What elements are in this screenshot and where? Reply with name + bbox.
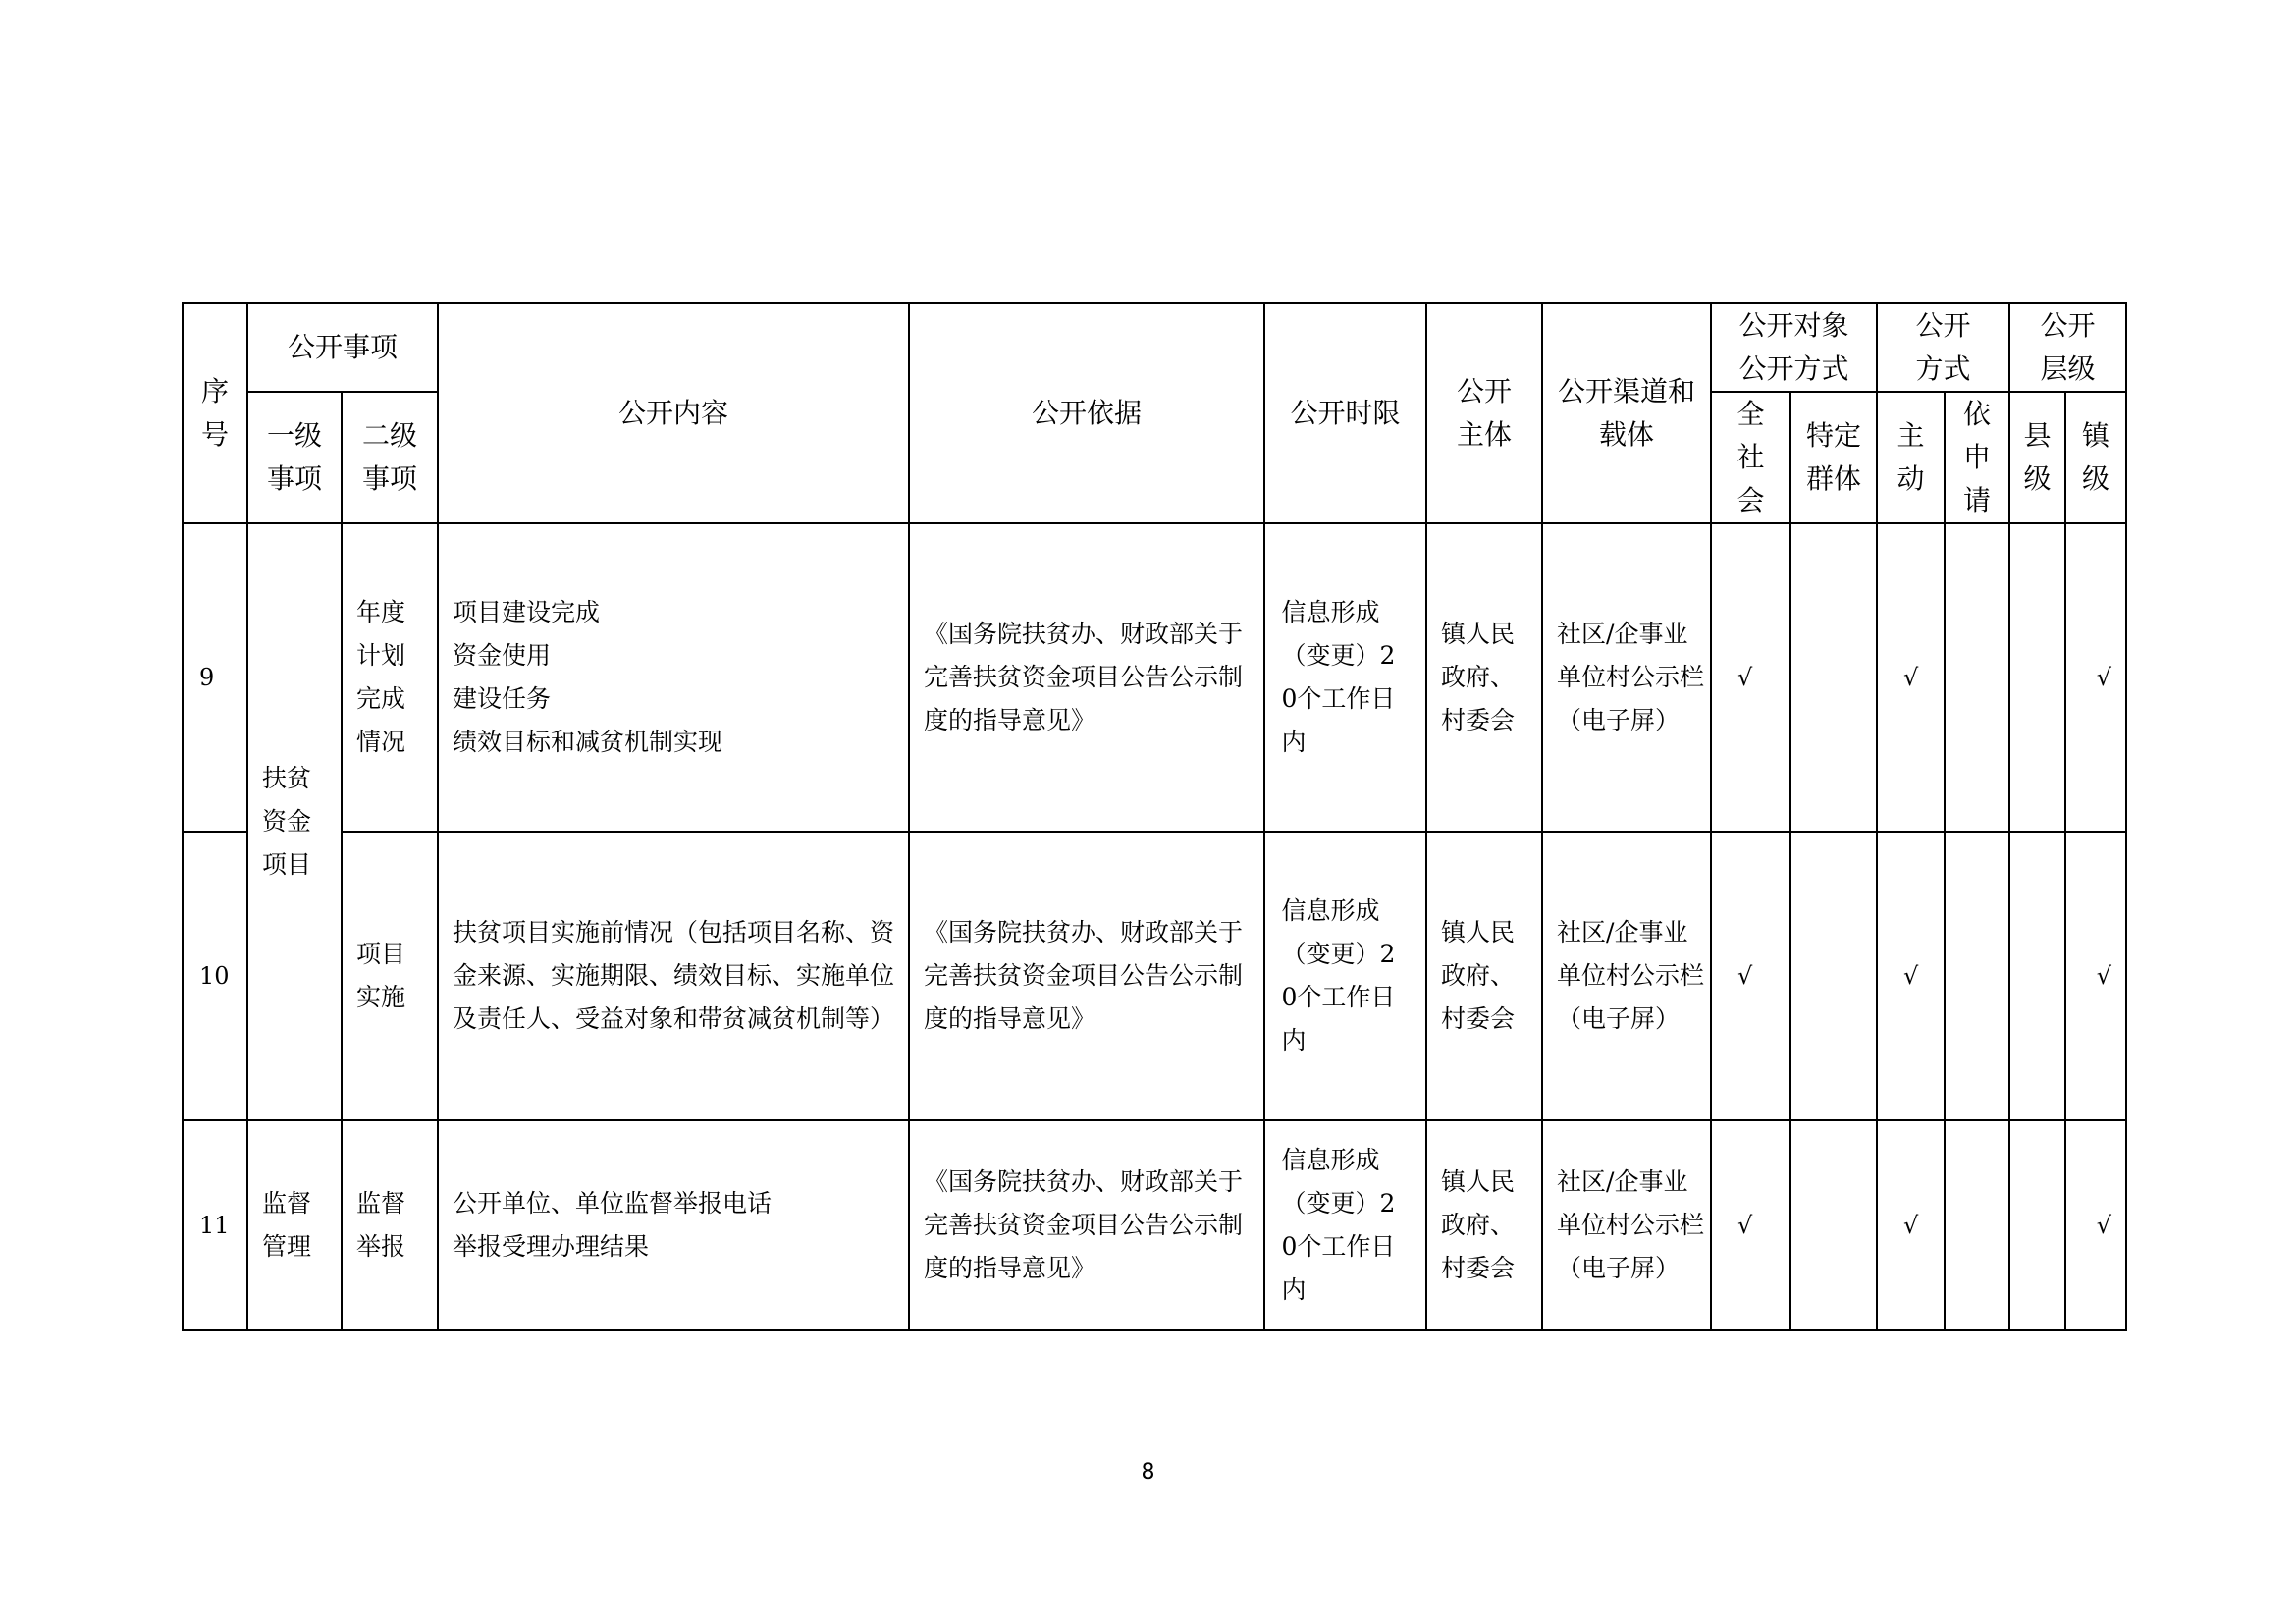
header-level-group: 公开层级 [2009,303,2126,392]
row-check-active: √ [1877,832,1945,1120]
row-seq: 10 [183,832,247,1120]
header-level1: 一级事项 [247,392,342,523]
header-level-town: 镇级 [2065,392,2126,523]
header-subject: 公开主体 [1426,303,1542,523]
row-check-town: √ [2065,523,2126,832]
row-level1: 监督管理 [247,1120,342,1330]
row-channel: 社区/企事业单位村公示栏（电子屏） [1542,832,1711,1120]
row-basis: 《国务院扶贫办、财政部关于完善扶贫资金项目公告公示制度的指导意见》 [909,832,1264,1120]
row-content [438,832,909,1120]
disclosure-table [182,302,2127,1331]
header-audience-group: 公开对象公开方式 [1711,303,1877,392]
row-channel: 社区/企事业单位村公示栏（电子屏） [1542,1120,1711,1330]
header-content: 公开内容 [438,303,909,523]
header-level-county: 县级 [2009,392,2065,523]
content-line: 举报受理办理结果 [453,1232,650,1261]
header-seq: 序号 [183,303,247,523]
row-check-all: √ [1711,523,1790,832]
row-check-request [1945,523,2009,832]
content-line: 公开单位、单位监督举报电话 [453,1189,773,1218]
header-channel: 公开渠道和载体 [1542,303,1711,523]
row-basis: 《国务院扶贫办、财政部关于完善扶贫资金项目公告公示制度的指导意见》 [909,523,1264,832]
header-audience-specific: 特定群体 [1790,392,1877,523]
row-content [438,523,909,832]
row-check-all: √ [1711,1120,1790,1330]
row-check-specific [1790,523,1877,832]
row-level2: 监督举报 [342,1120,438,1330]
header-mode-active: 主动 [1877,392,1945,523]
row-check-all: √ [1711,832,1790,1120]
row-check-town: √ [2065,1120,2126,1330]
row-check-active: √ [1877,1120,1945,1330]
header-basis: 公开依据 [909,303,1264,523]
row-channel: 社区/企事业单位村公示栏（电子屏） [1542,523,1711,832]
row-time-limit: 信息形成（变更）20个工作日内 [1264,523,1426,832]
row-time-limit: 信息形成（变更）20个工作日内 [1264,1120,1426,1330]
row-level2: 年度计划完成情况 [342,523,438,832]
row-level2: 项目实施 [342,832,438,1120]
row-content [438,1120,909,1330]
row-check-county [2009,523,2065,832]
content-line: 建设任务 [453,684,552,713]
content-line: 项目建设完成 [453,598,601,626]
header-mode-group: 公开方式 [1877,303,2009,392]
row-seq: 9 [183,523,247,832]
row-subject: 镇人民政府、村委会 [1426,1120,1542,1330]
header-audience-all: 全社会 [1711,392,1790,523]
row-check-request [1945,832,2009,1120]
header-time-limit: 公开时限 [1264,303,1426,523]
row-check-active: √ [1877,523,1945,832]
header-row-1 [183,303,2126,392]
row-check-county [2009,1120,2065,1330]
row-basis: 《国务院扶贫办、财政部关于完善扶贫资金项目公告公示制度的指导意见》 [909,1120,1264,1330]
header-mode-request: 依申请 [1945,392,2009,523]
table-row [183,523,2126,832]
content-line: 扶贫项目实施前情况（包括项目名称、资金来源、实施期限、绩效目标、实施单位及责任人、受益对象和带贫减贫机制等） [453,918,895,1033]
page-number: 8 [1141,1460,1155,1485]
row-subject: 镇人民政府、村委会 [1426,832,1542,1120]
header-level2: 二级事项 [342,392,438,523]
table-row [183,1120,2126,1330]
row-seq: 11 [183,1120,247,1330]
row-check-town: √ [2065,832,2126,1120]
row-check-county [2009,832,2065,1120]
table-row [183,832,2126,1120]
row-check-specific [1790,1120,1877,1330]
header-items-group: 公开事项 [247,303,438,392]
row-subject: 镇人民政府、村委会 [1426,523,1542,832]
content-line: 资金使用 [453,641,552,670]
row-check-request [1945,1120,2009,1330]
row-time-limit: 信息形成（变更）20个工作日内 [1264,832,1426,1120]
content-line: 绩效目标和减贫机制实现 [453,728,723,756]
row-check-specific [1790,832,1877,1120]
row-level1-group: 扶贫资金项目 [247,523,342,1120]
